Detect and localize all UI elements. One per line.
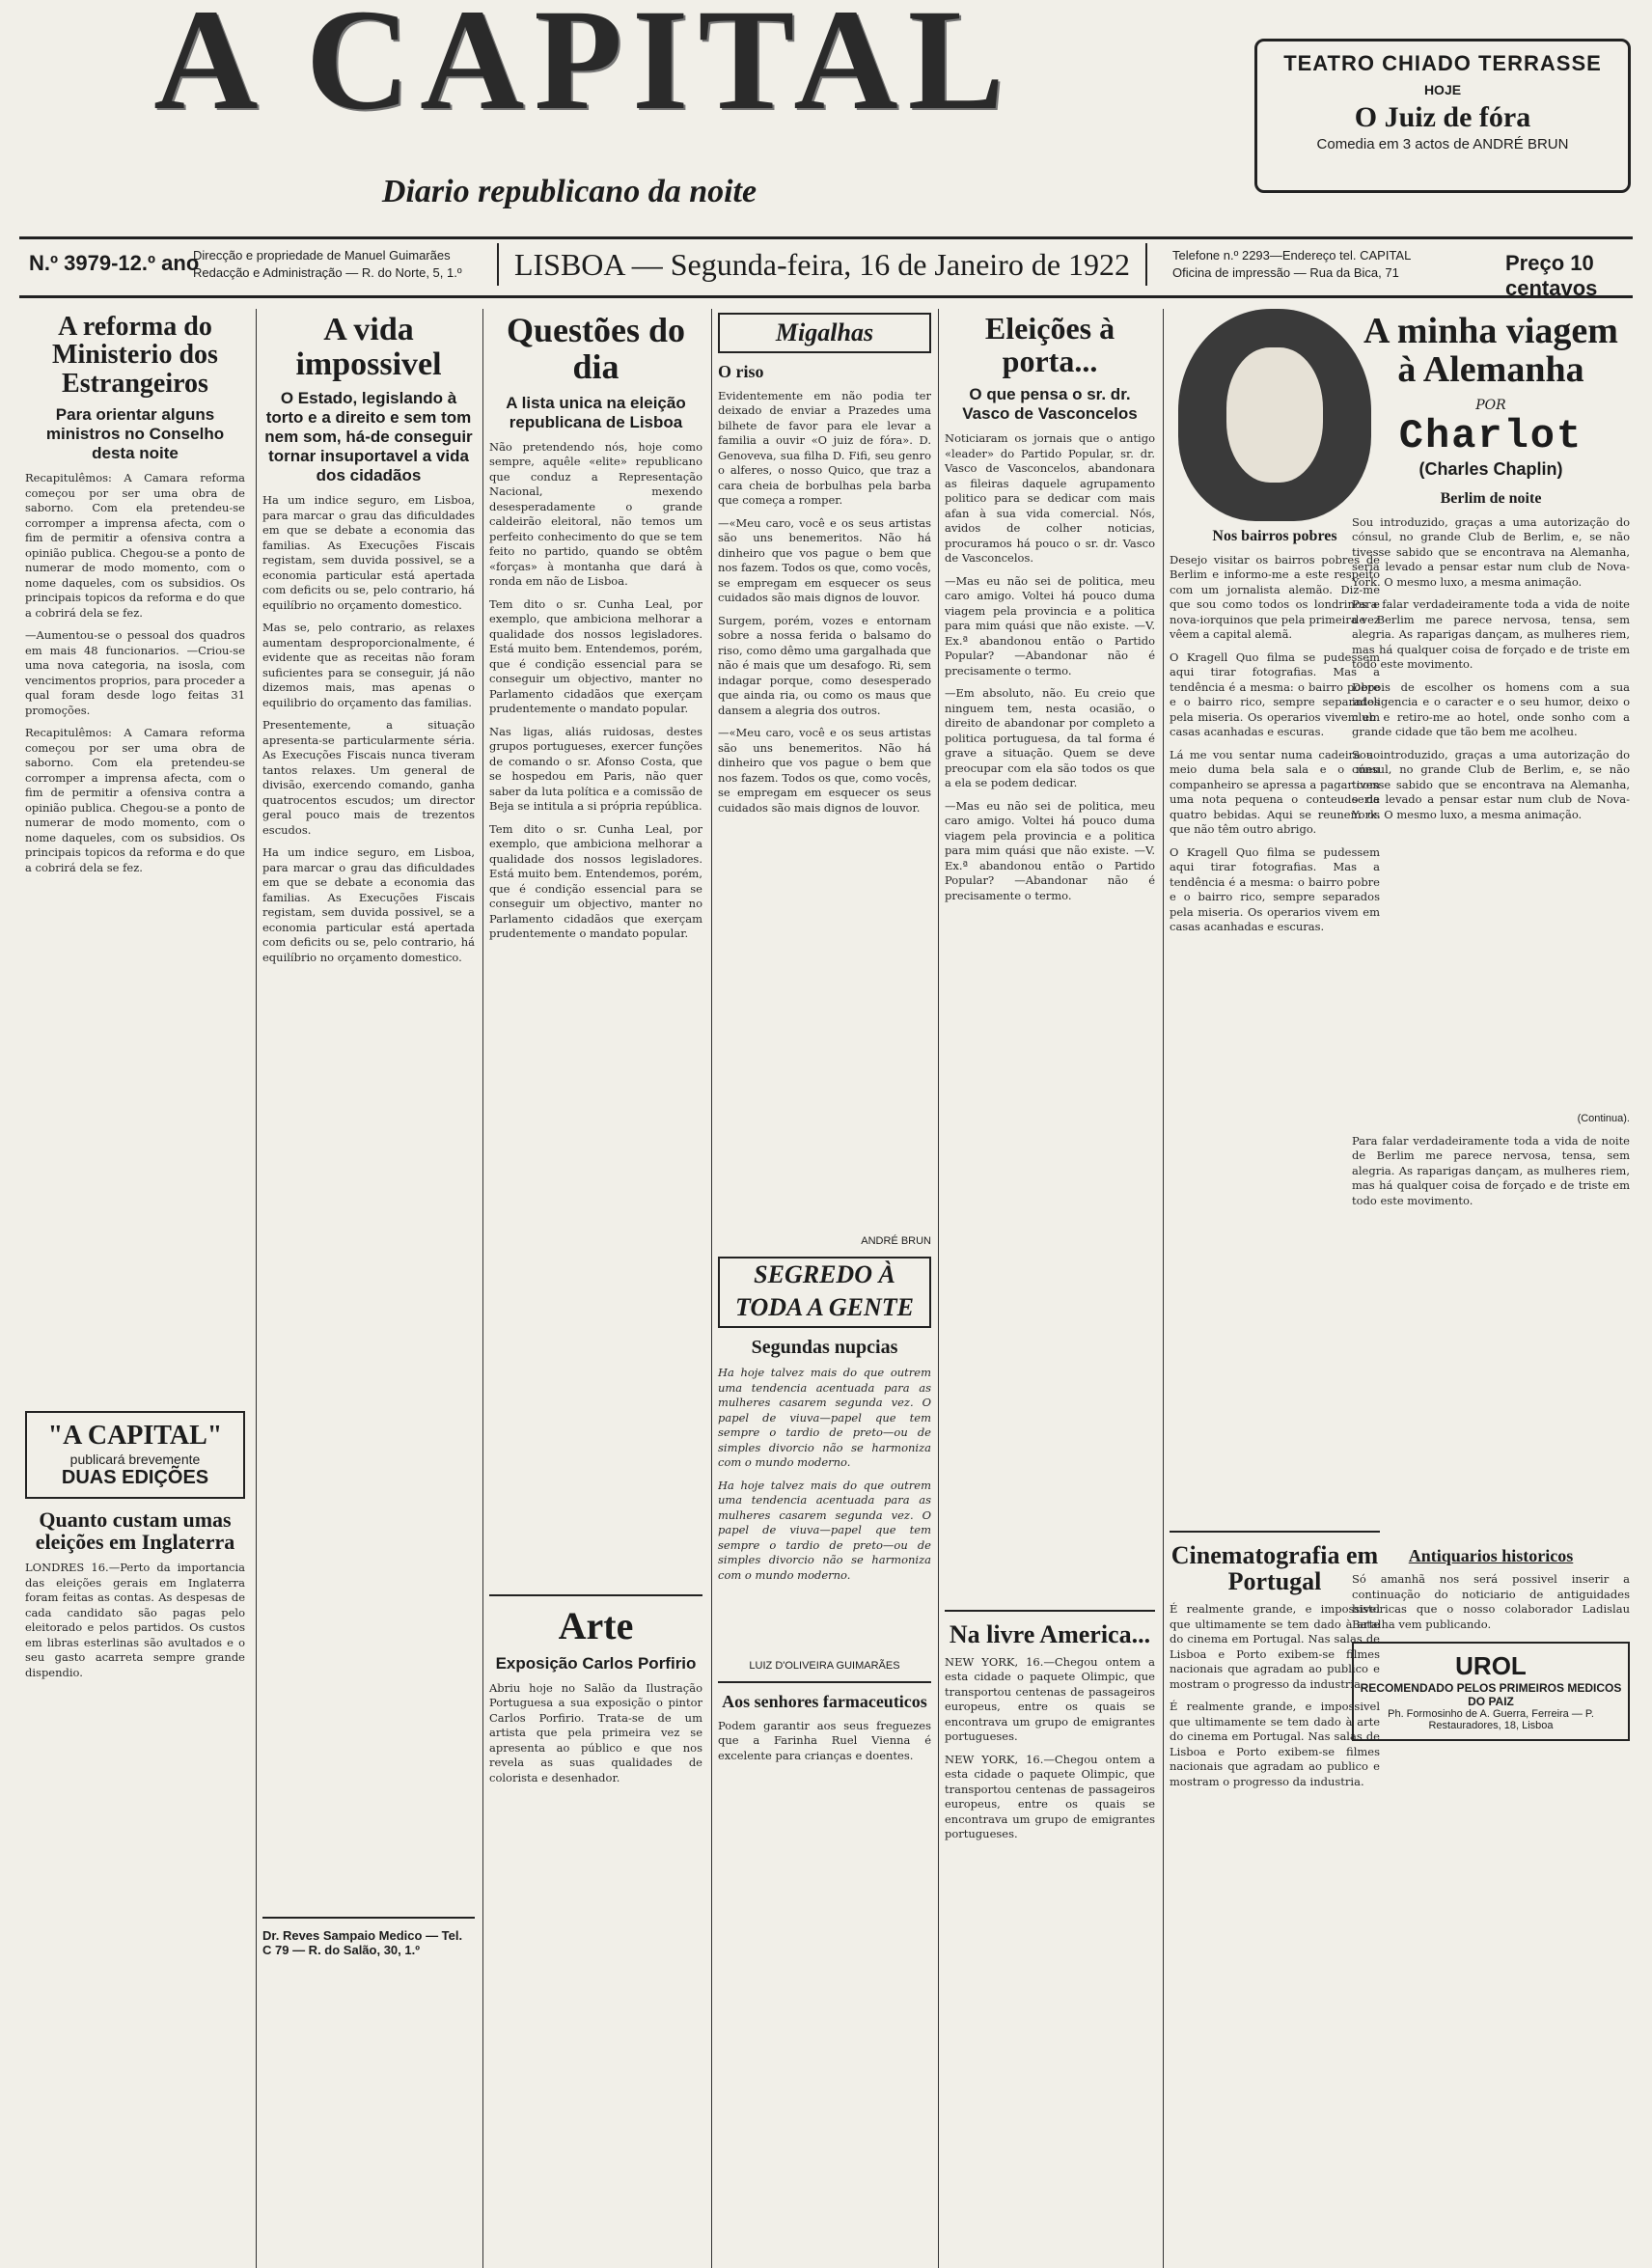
column-7: [1346, 309, 1636, 2268]
article-paragraph: Só amanhã nos será possivel inserir a continuação do noticiario de antiguidades historicas que o nosso colaborador Ladislau Batalha vem publicando.: [1352, 1572, 1630, 1631]
article-paragraph: Mas se, pelo contrario, as relaxes aumentam desproporcionalmente, é evidente que as receitas não foram suficientes para se conseguir, já não dizemos mais, mas apenas o equilibrio do orçamento das familias.: [262, 621, 475, 709]
article-paragraph: O Kragell Quo filma se pudessem aqui tirar fotografias. Mas a tendência é a mesma: o bairro pobre e o bairro rico, sempre separados pela miseria. Os operarios vivem em casas acanhadas e escuras.: [1170, 650, 1380, 739]
article-paragraph: Tem dito o sr. Cunha Leal, por exemplo, que ambiciona melhorar a qualidade dos nossos legisladores. Está muito bem. Entendemos, porém, que é condição essencial para se conseguir um objectivo, manter no Parlamento cidadãos que exerçam prudentemente o mandato popular.: [489, 596, 702, 716]
article-paragraph: —Aumentou-se o pessoal dos quadros em mais 48 funcionarios. —Criou-se uma nova categoria, na isosla, com vencimentos proprios, para proceder a qual foram desde logo feitas 31 promoções.: [25, 628, 245, 717]
theatre-play-description: Comedia em 3 actos de ANDRÉ BRUN: [1316, 136, 1569, 152]
article-paragraph: Sou introduzido, graças a uma autorização do cónsul, no grande Club de Berlim, e, se não tivesse sabido que se encontrava na Alemanha, seria levado a pensar estar num club de Nova-York. O mesmo luxo, a mesma animação.: [1352, 747, 1630, 821]
headline-antiquarians: Antiquarios historicos: [1408, 1545, 1574, 1565]
article-paragraph: NEW YORK, 16.—Chegou ontem a esta cidade o paquete Olimpic, que transportou centenas de passageiros europeus, entre os quais se encontrava um grupo de emigrantes portugueses.: [945, 1752, 1155, 1841]
theatre-today: HOJE: [1423, 82, 1462, 97]
subhead-single-list: A lista unica na eleição republicana de Lisboa: [506, 393, 686, 431]
theatre-name: TEATRO CHIADO TERRASSE: [1283, 51, 1602, 75]
newspaper-subtitle: Diario republicano da noite: [381, 174, 757, 209]
issue-number: N.º 3979-12.º ano: [29, 251, 200, 275]
headline-art: Arte: [558, 1603, 634, 1647]
article-paragraph: Surgem, porém, vozes e entornam sobre a nossa ferida o balsamo do riso, como dêmo uma gargalhada que não é mais que um desafogo. Ri, sem indagar porque, como desesperado que ainda ria, ou como os maus que dansem a alegria dos outros.: [718, 613, 931, 717]
contact-info: [1172, 247, 1501, 282]
headline-elections: Eleições à porta...: [984, 311, 1115, 378]
article-paragraph: Nas ligas, aliás ruidosas, destes grupos portugueses, exercer funções de comando o sr. Afonso Costa, que se hospedou em Paris, não quer saber da luta política e a comissão de Beja se intitula a si própria república.: [489, 724, 702, 814]
article-paragraph: —Em absoluto, não. Eu creio que ninguem tem, nesta ocasião, o direito de abandonar por completo a politica portuguesa, da tal forma é grave a situação. Quem se deve preocupar com ela são todos os que a ela se podem dedicar.: [945, 686, 1155, 790]
article-paragraph: Desejo visitar os bairros pobres de Berlim e informo-me a este respeito com um jornalista alemão. Diz-me que sou como todos os londrinos e nova-iorquinos que pela primeira vez vêem a capital alemã.: [1170, 552, 1380, 642]
segredo-logo: SEGREDO À TODA A GENTE: [718, 1257, 931, 1328]
article-paragraph: É realmente grande, e impossivel que ultimamente se tem dado à arte do cinema em Portugal. Nas salas de Lisboa e Porto exibem-se filmes nacionais que agradam ao publico e mostram o progresso da industria.: [1170, 1602, 1380, 1691]
article-paragraph: Sou introduzido, graças a uma autorização do cónsul, no grande Club de Berlim, e, se não tivesse sabido que se encontrava na Alemanha, seria levado a pensar estar num club de Nova-York. O mesmo luxo, a mesma animação.: [1352, 514, 1630, 589]
article-signature: LUIZ D'OLIVEIRA GUIMARÃES: [749, 1659, 900, 1672]
address-line: Redacção e Administração — R. do Norte, 5, 1.º: [193, 265, 462, 280]
author-note: (Charles Chaplin): [1418, 458, 1563, 479]
continued-note: (Continua).: [1577, 1112, 1630, 1124]
subhead-vasconcelos: O que pensa o sr. dr. Vasco de Vasconcelos: [962, 385, 1138, 424]
author-name: Charlot: [1398, 412, 1583, 459]
article-paragraph: Lá me vou sentar numa cadeira ao meio duma bela sala e o meu companheiro se apressa a pagar com uma nota pequena o conteudo de quatro bebidas. Aqui se reunem os que não têm outro abrigo.: [1170, 747, 1380, 837]
article-paragraph: Para falar verdadeiramente toda a vida de noite de Berlim me parece nervosa, tensa, sem alegria. As raparigas dançam, as mulheres riem, mas há qualquer coisa de forçado e de triste em todo este movimento.: [1352, 1133, 1630, 1207]
divider: [945, 1610, 1155, 1612]
headline-foreign-ministry: A reforma do Ministerio dos Estrangeiros: [52, 312, 218, 399]
headline-free-america: Na livre America...: [949, 1619, 1151, 1648]
headline-pharmacists: Aos senhores farmaceuticos: [722, 1691, 927, 1711]
doctor-advert: Dr. Reves Sampaio Medico — Tel. C 79 — R. do Salão, 30, 1.º: [262, 1928, 463, 1958]
article-paragraph: Abriu hoje no Salão da Ilustração Portuguesa a sua exposição o pintor Carlos Porfirio. Trata-se de um artista que pela primeira vez se apresenta ao público e que nos revela as suas qualidades de colorista e desenhador.: [489, 1680, 702, 1784]
issue-info-bar: [19, 236, 1633, 298]
advert-line: DUAS EDIÇÕES: [61, 1467, 209, 1489]
article-paragraph: Ha hoje talvez mais do que outrem uma tendencia acentuada para as mulheres casarem segunda vez. O papel de viuva—papel que tem sempre o tardio de preto—ou de simples divorcio não se harmoniza com o mundo moderno.: [718, 1478, 931, 1582]
article-paragraph: Tem dito o sr. Cunha Leal, por exemplo, que ambiciona melhorar a qualidade dos nossos legisladores. Está muito bem. Entendemos, porém, que é condição essencial para se conseguir um objectivo, manter no Parlamento cidadãos que exerçam prudentemente o mandato popular.: [489, 821, 702, 941]
divider: [262, 1917, 475, 1919]
article-paragraph: NEW YORK, 16.—Chegou ontem a esta cidade o paquete Olimpic, que transportou centenas de passageiros europeus, entre os quais se encontrava um grupo de emigrantes portugueses.: [945, 1654, 1155, 1744]
column-3: [482, 309, 708, 2268]
article-signature: ANDRÉ BRUN: [861, 1235, 931, 1248]
advert-line: RECOMENDADO PELOS PRIMEIROS MEDICOS DO PAIZ: [1360, 1681, 1622, 1709]
column-4: [711, 309, 937, 2268]
article-paragraph: Podem garantir aos seus freguezes que a Farinha Ruel Vienna é excelente para crianças e doentes.: [718, 1718, 931, 1762]
column-2: [256, 309, 481, 2268]
article-paragraph: Ha hoje talvez mais do que outrem uma tendencia acentuada para as mulheres casarem segunda vez. O papel de viuva—papel que tem sempre o tardio de preto—ou de simples divorcio não se harmoniza com o mundo moderno.: [718, 1366, 931, 1470]
article-paragraph: —Mas eu não sei de politica, meu caro amigo. Voltei há pouco duma viagem pela provincia e a politica para mim quási que não existe. —V. Ex.ª abandonou então o Partido Popular? —Abandonar não é precisamente o termo.: [945, 573, 1155, 678]
headline-poor-districts: Nos bairros pobres: [1212, 528, 1337, 544]
article-paragraph: Evidentemente em não podia ter deixado de enviar a Prazedes uma bilhete de favor para ele levar a familia a ouvir «O juiz de fóra». D. Genoveva, sua filha D. Fifi, seu genro o alferes, o nosso Quico, que traz a cara cheia de borbulhas pela barba que começa a romper.: [718, 388, 931, 508]
issue-price: Preço 10 centavos: [1505, 251, 1598, 300]
theatre-play-title: O Juiz de fóra: [1354, 101, 1531, 133]
article-paragraph: LONDRES 16.—Perto da importancia das eleições gerais em Inglaterra foram feitas as contas. As despesas de cada candidato são pagas pelo eleitorado e pelos partidos. Os custos em libras esterlinas são avultados e o seu gasto acarreta sempre grande dispendio.: [25, 1561, 245, 1679]
advert-title: UROL: [1455, 1651, 1527, 1681]
subhead-foreign-ministry: Para orientar alguns ministros no Conselho desta noite: [45, 405, 225, 463]
headline-laughter: O riso: [718, 362, 764, 381]
article-paragraph: Para falar verdadeiramente toda a vida de noite de Berlim me parece nervosa, tensa, sem alegria. As raparigas dançam, as mulheres riem, mas há qualquer coisa de forçado e de triste em todo este movimento.: [1352, 597, 1630, 672]
theatre-advert-box: [1254, 39, 1631, 193]
advert-line: Ph. Formosinho de A. Guerra, Ferreira — P. Restauradores, 18, Lisboa: [1388, 1708, 1594, 1732]
article-paragraph: Ha um indice seguro, em Lisboa, para marcar o grau das dificuldades em que se debate a economia das familias. As Execuções Fiscais registam, sem duvida possivel, se a economia particular está apertada com deficits ou se, pelo contrario, há equilíbrio no orçamento domestico.: [262, 493, 475, 612]
telephone-line: Telefone n.º 2293—Endereço tel. CAPITAL: [1172, 248, 1412, 263]
article-paragraph: Depois de escolher os homens com a sua inteligencia e o caracter e o seu humor, deixo o club e retiro-me ao hotel, onde sonho com a grande cidade que tão bem me acolheu.: [1352, 679, 1630, 739]
article-paragraph: Ha um indice seguro, em Lisboa, para marcar o grau das dificuldades em que se debate a economia das familias. As Execuções Fiscais registam, sem duvida possivel, se a economia particular está apertada com deficits ou se, pelo contrario, há equilíbrio no orçamento domestico.: [262, 845, 475, 964]
byline: POR: [1475, 397, 1506, 413]
divider: [718, 1681, 931, 1683]
article-paragraph: —«Meu caro, você e os seus artistas são uns benemeritos. Não há dinheiro que vos pague o bem que nos fazem. Todos os que, como vocês, se empregam em esquecer os seus cuidados são mais dignos de louvor.: [718, 515, 931, 605]
portrait-face: [1226, 347, 1323, 483]
section-berlin-night: Berlim de noite: [1440, 489, 1542, 507]
masthead: [0, 0, 1652, 209]
article-paragraph: Recapitulêmos: A Camara reforma começou por ser uma obra de saborno. Com ela pretendeu-se corromper a imprensa afecta, com o fim de permitir a ofensiva contra a opinião publica. Chegou-se a ponto de numerar de modo momento, com o nome daqueles, com os subsidios. Os principais topicos da reforma e do que a cobrirá dela se fez.: [25, 726, 245, 874]
issue-date: LISBOA — Segunda-feira, 16 de Janeiro de 1922: [497, 243, 1147, 286]
headline-impossible-life: A vida impossivel: [295, 312, 442, 382]
article-paragraph: O Kragell Quo filma se pudessem aqui tirar fotografias. Mas a tendência é a mesma: o bairro pobre e o bairro rico, sempre separados pela miseria. Os operarios vivem em casas acanhadas e escuras.: [1170, 844, 1380, 934]
section-migalhas: Migalhas: [718, 313, 931, 353]
subhead-art-exhibition: Exposição Carlos Porfirio: [495, 1653, 697, 1673]
subhead-impossible-life: O Estado, legislando à torto e a direito e sem tom nem som, há-de conseguir tornar insuportavel a vida dos cidadãos: [264, 389, 473, 485]
urol-advert: [1352, 1642, 1630, 1741]
headline-english-elections: Quanto custam umas eleições em Inglaterra: [35, 1507, 235, 1555]
headline-journey-germany: A minha viagem à Alemanha: [1363, 311, 1618, 390]
article-paragraph: Não pretendendo nós, hoje como sempre, aquêle «elite» republicano que conduz a Representação Nacional, mexendo desesperadamente o grande caldeirão eleitoral, não temos um perfeito conhecimento do que se tem feito no partido, quando se obtêm «forças» à montanha que dará à ronda em não de Lisboa.: [489, 439, 702, 589]
article-paragraph: —«Meu caro, você e os seus artistas são uns benemeritos. Não há dinheiro que vos pague o bem que nos fazem. Todos os que, como vocês, se empregam em esquecer os seus cuidados são mais dignos de louvor.: [718, 726, 931, 815]
article-paragraph: Presentemente, a situação apresenta-se particularmente séria. As Execuções Fiscais nunca tiveram tantos relaxes. Um general de divisão, exercendo comando, ganha quatrocentos escudos; um director geral pouco mais de trezentos escudos.: [262, 718, 475, 837]
article-paragraph: —Mas eu não sei de politica, meu caro amigo. Voltei há pouco duma viagem pela provincia e a politica para mim quási que não existe. —V. Ex.ª abandonou então o Partido Popular? —Abandonar não é precisamente o termo.: [945, 798, 1155, 902]
article-paragraph: Recapitulêmos: A Camara reforma começou por ser uma obra de saborno. Com ela pretendeu-se corromper a imprensa afecta, com o fim de permitir a ofensiva contra a opinião publica. Chegou-se a ponto de numerar de modo momento, com o nome daqueles, com os subsidios. Os principais topicos da reforma e do que a cobrirá dela se fez.: [25, 471, 245, 620]
headline-second-marriage: Segundas nupcias: [751, 1337, 898, 1359]
article-paragraph: É realmente grande, e impossivel que ultimamente se tem dado à arte do cinema em Portugal. Nas salas de Lisboa e Porto exibem-se filmes nacionais que agradam ao publico e mostram o progresso da industria.: [1170, 1700, 1380, 1788]
advert-title: "A CAPITAL": [47, 1421, 223, 1452]
article-paragraph: Noticiaram os jornais que o antigo «leader» do Partido Popular, sr. dr. Vasco de Vasconcelos, abandonara as fileiras daquele agrupamento politico para se dedicar com mais afan à sua vida comercial. Nós, avidos de colher noticias, procuramos há pouco o sr. dr. Vasco de Vasconcelos.: [945, 431, 1155, 566]
divider: [489, 1594, 702, 1596]
column-5: [938, 309, 1161, 2268]
workshop-line: Oficina de impressão — Rua da Bica, 71: [1172, 265, 1399, 280]
headline-cinema: Cinematografia em Portugal: [1170, 1540, 1379, 1596]
column-1: [19, 309, 251, 2268]
capital-editions-advert: [25, 1411, 245, 1499]
newspaper-logo: A CAPITAL: [153, 0, 1014, 140]
advert-line: publicará brevemente: [69, 1452, 201, 1468]
chaplin-portrait: [1178, 309, 1371, 521]
direction-line: Direcção e propriedade de Manuel Guimarães: [193, 248, 451, 263]
headline-questions-of-the-day: Questões do dia: [506, 311, 685, 386]
